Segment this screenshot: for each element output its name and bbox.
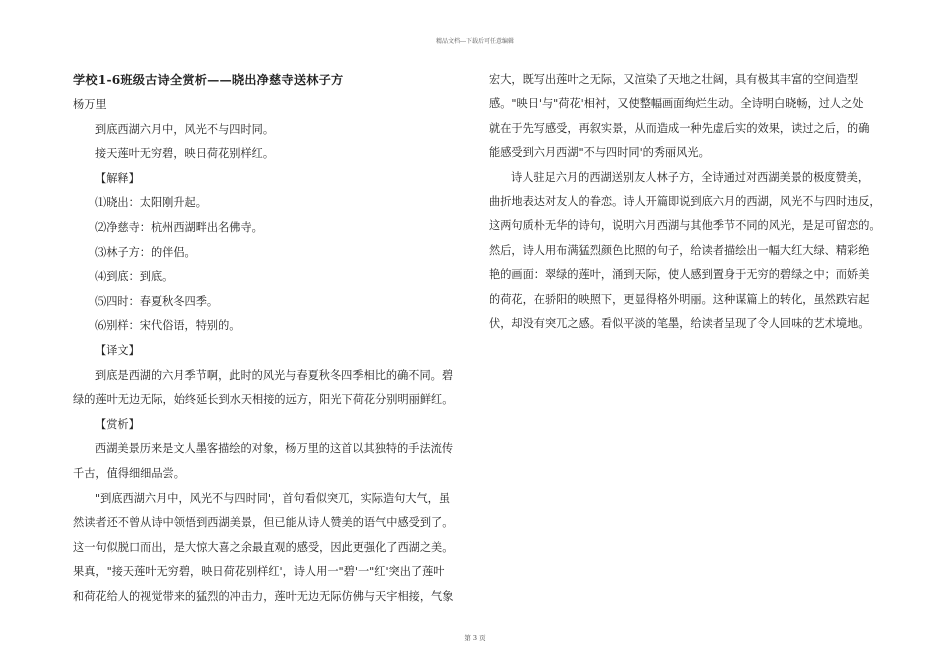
- note-line: ⑷到底：到底。: [95, 270, 174, 284]
- appreciation-line: 伏，却没有突兀之感。看似平淡的笔墨，给读者呈现了令人回味的艺术境地。: [489, 317, 870, 331]
- note-line: ⑵净慈寺：杭州西湖畔出名佛寺。: [95, 220, 263, 234]
- appreciation-line: 曲折地表达对友人的眷恋。诗人开篇即说到底六月的西湖，风光不与四时违反，: [489, 195, 881, 209]
- appreciation-line: 西湖美景历来是文人墨客描绘的对象，杨万里的这首以其独特的手法流传: [95, 442, 454, 456]
- poem-line: 到底西湖六月中，风光不与四时同。: [95, 122, 275, 136]
- note-line: ⑴晓出：太阳刚升起。: [95, 196, 207, 210]
- appreciation-line: 这两句质朴无华的诗句，说明六月西湖与其他季节不同的风光，是足可留恋的。: [489, 219, 881, 233]
- appreciation-line: 的荷花，在骄阳的映照下，更显得格外明丽。这种谋篇上的转化，虽然跌宕起: [489, 292, 870, 306]
- appreciation-line: 感。"映日'与"荷花'相衬，又使整幅画面绚烂生动。全诗明白晓畅，过人之处: [489, 97, 864, 111]
- page-number: 第 3 页: [464, 634, 486, 642]
- appreciation-line: 能感受到六月西湖"不与四时同'的秀丽风光。: [489, 146, 710, 160]
- author-name: 杨万里: [73, 98, 107, 111]
- note-line: ⑶林子方：的伴侣。: [95, 245, 196, 259]
- section-heading-appreciation: 【赏析】: [95, 417, 140, 431]
- appreciation-line: 诗人驻足六月的西湖送别友人林子方，全诗通过对西湖美景的极度赞美，: [511, 170, 870, 184]
- appreciation-line: 艳的画面：翠绿的莲叶，涌到天际，使人感到置身于无穷的碧绿之中；而娇美: [489, 268, 870, 282]
- translation-line: 绿的莲叶无边无际，始终延长到水天相接的远方，阳光下荷花分别明丽鲜红。: [73, 393, 454, 407]
- left-column: [73, 68, 465, 609]
- note-line: ⑹别样：宋代俗语，特别的。: [95, 319, 241, 333]
- appreciation-line: "到底西湖六月中，风光不与四时同'，首句看似突兀，实际造句大气，虽: [95, 491, 451, 505]
- section-heading-explanation: 【解释】: [95, 171, 140, 185]
- section-heading-translation: 【译文】: [95, 343, 140, 357]
- document-title: 学校1-6班级古诗全赏析——晓出净慈寺送林子方: [73, 73, 344, 87]
- appreciation-line: 然读者还不曾从诗中领悟到西湖美景，但已能从诗人赞美的语气中感受到了。: [73, 516, 454, 530]
- appreciation-line: 千古，值得细细品尝。: [73, 466, 185, 480]
- appreciation-line: 果真，"接天莲叶无穷碧，映日荷花别样红'，诗人用一"碧'一"红'突出了莲叶: [73, 565, 445, 579]
- translation-line: 到底是西湖的六月季节啊，此时的风光与春夏秋冬四季相比的确不同。碧: [95, 368, 454, 382]
- note-line: ⑸四时：春夏秋冬四季。: [95, 294, 219, 308]
- appreciation-line: 这一句似脱口而出，是大惊大喜之余最直观的感受，因此更强化了西湖之美。: [73, 540, 454, 554]
- appreciation-line: 宏大，既写出莲叶之无际，又渲染了天地之壮阔，具有极其丰富的空间造型: [489, 73, 859, 86]
- appreciation-line: 和荷花给人的视觉带来的猛烈的冲击力，莲叶无边无际仿佛与天宇相接，气象: [73, 589, 454, 603]
- appreciation-line: 然后，诗人用布满猛烈颜色比照的句子，给读者描绘出一幅大红大绿、精彩绝: [489, 243, 870, 257]
- right-column: [489, 68, 881, 336]
- page-header: 精品文档---下载后可任意编辑: [435, 38, 515, 45]
- appreciation-line: 就在于先写感受，再叙实景，从而造成一种先虚后实的效果，读过之后，的确: [489, 121, 870, 135]
- poem-line: 接天莲叶无穷碧，映日荷花别样红。: [95, 147, 275, 161]
